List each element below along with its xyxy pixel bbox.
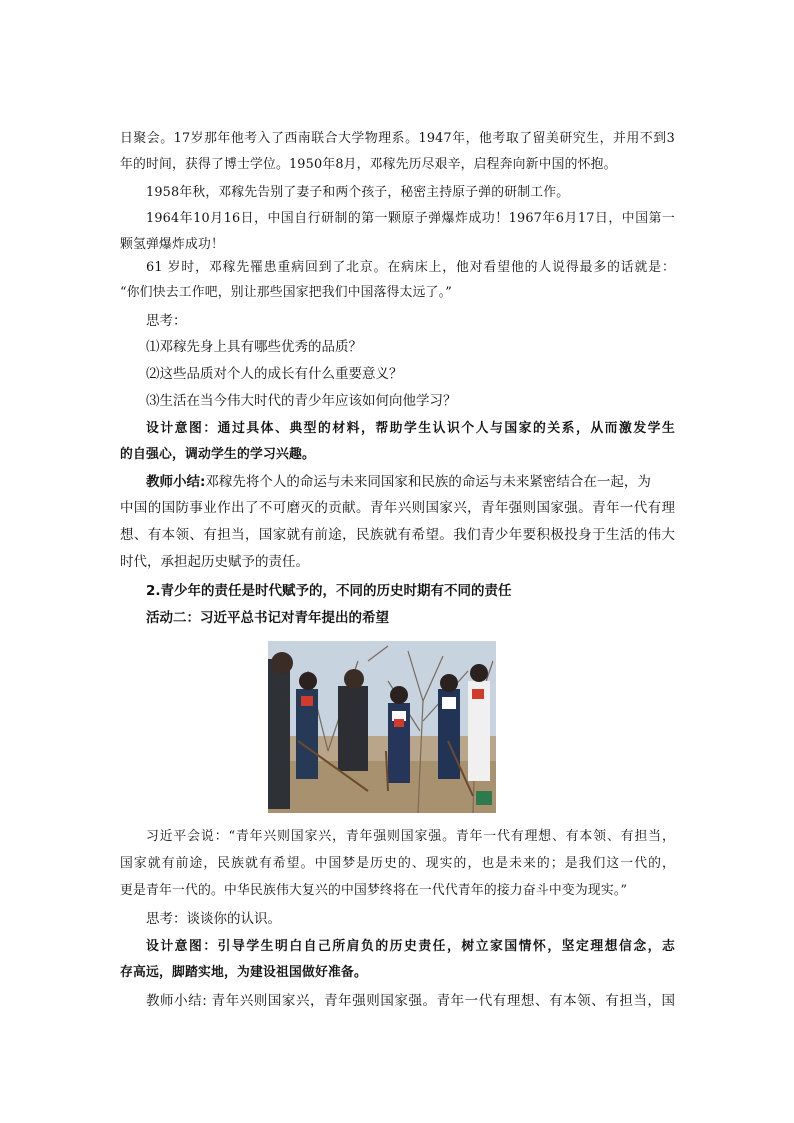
paragraph-line: 1958年秋，邓稼先告别了妻子和两个孩子，秘密主持原子弹的研制工作。 — [146, 185, 570, 200]
quote-line: 国家就有前途，民族就有希望。中国梦是历史的、现实的，也是未来的；是我们这一代的， — [120, 856, 675, 871]
quote-line: 更是青年一代的。中华民族伟大复兴的中国梦终将在一代代青年的接力奋斗中变为现实。” — [120, 883, 628, 898]
question-item: ⑶生活在当今伟大时代的青少年应该如何向他学习？ — [146, 393, 457, 409]
question-item: ⑵这些品质对个人的成长有什么重要意义？ — [146, 366, 403, 382]
design-intent-line: 设计意图：引导学生明白自己所肩负的历史责任，树立家国情怀，坚定理想信念，志 — [146, 939, 675, 954]
paragraph-line: 颗氢弹爆炸成功！ — [120, 237, 224, 252]
teacher-summary-line — [146, 472, 675, 492]
teacher-summary-text: 邓稼先将个人的命运与未来同国家和民族的命运与未来紧密结合在一起，为 — [205, 474, 651, 490]
paragraph-line: 1964年10月16日，中国自行研制的第一颗原子弹爆炸成功！1967年6月17日，中国第一 — [146, 211, 675, 226]
teacher-summary-line: 时代，承担起历史赋予的责任。 — [120, 554, 309, 570]
teacher-summary-line: 教师小结: 青年兴则国家兴，青年强则国家强。青年一代有理想、有本领、有担当，国 — [146, 993, 675, 1009]
paragraph-line: 日聚会。17岁那年他考入了西南联合大学物理系。1947年，他考取了留美研究生，并用不到3 — [120, 131, 675, 146]
paragraph-line: 61 岁时，邓稼先罹患重病回到了北京。在病床上，他对看望他的人说得最多的话就是： — [146, 260, 675, 275]
think-prompt: 思考：谈谈你的认识。 — [146, 911, 281, 927]
paragraph-line: 年的时间，获得了博士学位。1950年8月，邓稼先历尽艰辛，启程奔向新中国的怀抱。 — [120, 157, 617, 172]
photo-illustration — [268, 641, 496, 813]
teacher-summary-label: 教师小结: — [146, 474, 206, 490]
think-label: 思考： — [146, 313, 187, 329]
section-heading: 2.青少年的责任是时代赋予的，不同的历史时期有不同的责任 — [146, 583, 512, 599]
teacher-summary-line: 想、有本领、有担当，国家就有前途，民族就有希望。我们青少年要积极投身于生活的伟大 — [120, 527, 675, 543]
quote-line: 习近平会说：“青年兴则国家兴，青年强则国家强。青年一代有理想、有本领、有担当， — [146, 829, 675, 844]
design-intent-line: 的自强心，调动学生的学习兴趣。 — [120, 447, 315, 462]
question-item: ⑴邓稼先身上具有哪些优秀的品质？ — [146, 339, 362, 355]
paragraph-line: “你们快去工作吧，别让那些国家把我们中国落得太远了。” — [120, 285, 453, 300]
activity-heading: 活动二：习近平总书记对青年提出的希望 — [146, 610, 389, 626]
design-intent-line: 设计意图：通过具体、典型的材料，帮助学生认识个人与国家的关系，从而激发学生 — [146, 421, 675, 436]
tree-planting-photo — [268, 641, 496, 813]
teacher-summary-line: 中国的国防事业作出了不可磨灭的贡献。青年兴则国家兴，青年强则国家强。青年一代有理 — [120, 500, 675, 516]
design-intent-line: 存高远，脚踏实地，为建设祖国做好准备。 — [120, 965, 367, 980]
